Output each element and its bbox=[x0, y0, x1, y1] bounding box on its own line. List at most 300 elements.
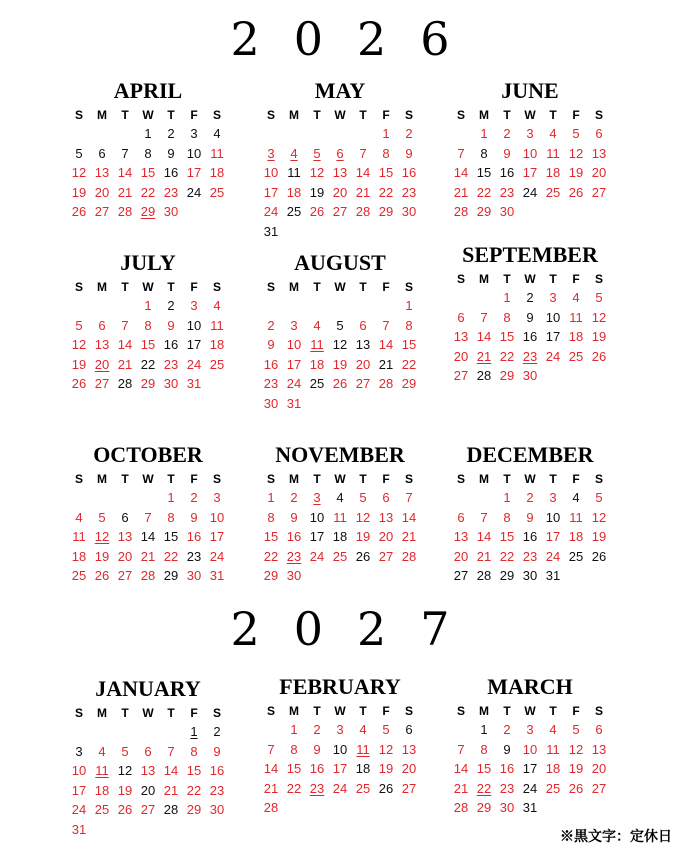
day-cell: 15 bbox=[286, 761, 302, 777]
day-cell: 10 bbox=[209, 509, 225, 525]
day-cell: 17 bbox=[186, 165, 202, 181]
weekday-label: F bbox=[382, 280, 390, 294]
day-cell: 21 bbox=[117, 356, 133, 372]
weekday-label: S bbox=[74, 108, 83, 122]
day-cell: 5 bbox=[595, 490, 603, 505]
weekday-label: F bbox=[190, 280, 198, 294]
day-cell: 14 bbox=[117, 165, 133, 181]
day-cell: 5 bbox=[382, 722, 390, 737]
day-cell: 31 bbox=[209, 568, 225, 584]
day-cell: 29 bbox=[140, 376, 156, 392]
weekday-label: T bbox=[359, 704, 367, 718]
day-cell: 5 bbox=[121, 743, 129, 759]
day-cell: 29 bbox=[401, 376, 417, 392]
empty-cell bbox=[68, 124, 91, 144]
day-cell: 10 bbox=[332, 741, 348, 757]
month-title: JUNE bbox=[501, 78, 559, 103]
day-cell: 17 bbox=[545, 329, 561, 345]
day-cell: 31 bbox=[522, 800, 538, 816]
day-cell: 5 bbox=[313, 145, 321, 161]
day-cell: 23 bbox=[522, 548, 538, 564]
weekday-label: T bbox=[359, 472, 367, 486]
day-cell: 26 bbox=[568, 780, 584, 796]
day-cell: 11 bbox=[95, 763, 109, 779]
day-cell: 27 bbox=[591, 184, 607, 200]
day-cell: 28 bbox=[476, 368, 492, 384]
weekday-header-row bbox=[450, 106, 610, 124]
weekday-label: S bbox=[74, 472, 83, 486]
day-cell: 13 bbox=[94, 165, 110, 181]
empty-cell bbox=[450, 288, 473, 308]
day-cell: 30 bbox=[401, 204, 417, 220]
day-cell: 10 bbox=[263, 165, 279, 181]
day-cell: 24 bbox=[71, 802, 87, 818]
day-grid bbox=[68, 722, 228, 840]
day-cell: 10 bbox=[309, 509, 325, 525]
day-cell: 20 bbox=[453, 348, 469, 364]
weekday-header-row bbox=[450, 702, 610, 720]
day-cell: 18 bbox=[332, 529, 348, 545]
day-cell: 15 bbox=[476, 165, 492, 181]
day-cell: 23 bbox=[286, 548, 302, 564]
day-cell: 13 bbox=[591, 145, 607, 161]
day-cell: 24 bbox=[263, 204, 279, 220]
day-cell: 9 bbox=[167, 145, 175, 161]
weekday-label: S bbox=[456, 108, 465, 122]
day-cell: 6 bbox=[405, 722, 413, 737]
day-cell: 5 bbox=[75, 145, 83, 161]
weekday-label: F bbox=[190, 706, 198, 720]
day-cell: 6 bbox=[359, 317, 367, 333]
weekday-label: T bbox=[313, 704, 321, 718]
day-cell: 27 bbox=[378, 548, 394, 564]
day-cell: 22 bbox=[140, 356, 156, 372]
day-cell: 20 bbox=[591, 165, 607, 181]
day-cell: 19 bbox=[117, 782, 133, 798]
weekday-label: T bbox=[503, 472, 511, 486]
day-cell: 28 bbox=[453, 800, 469, 816]
day-cell: 16 bbox=[522, 529, 538, 545]
day-cell: 19 bbox=[568, 761, 584, 777]
month-april bbox=[68, 78, 228, 222]
day-cell: 18 bbox=[94, 782, 110, 798]
day-cell: 18 bbox=[309, 356, 325, 372]
day-grid bbox=[260, 488, 420, 586]
weekday-label: M bbox=[289, 108, 299, 122]
empty-cell bbox=[91, 296, 114, 316]
day-cell: 30 bbox=[522, 568, 538, 584]
day-cell: 26 bbox=[568, 184, 584, 200]
day-cell: 15 bbox=[140, 337, 156, 353]
weekday-label: T bbox=[549, 704, 557, 718]
day-cell: 20 bbox=[355, 356, 371, 372]
weekday-label: M bbox=[289, 472, 299, 486]
month-august bbox=[260, 250, 420, 414]
day-cell: 21 bbox=[476, 348, 492, 364]
weekday-header-row bbox=[68, 278, 228, 296]
day-cell: 4 bbox=[313, 317, 321, 333]
weekday-label: W bbox=[142, 108, 154, 122]
weekday-label: T bbox=[503, 704, 511, 718]
day-cell: 4 bbox=[336, 490, 344, 505]
weekday-label: W bbox=[524, 272, 536, 286]
day-cell: 17 bbox=[186, 337, 202, 353]
day-cell: 23 bbox=[401, 184, 417, 200]
empty-cell bbox=[68, 488, 91, 508]
weekday-label: S bbox=[594, 272, 603, 286]
month-title: JULY bbox=[120, 250, 176, 275]
day-cell: 10 bbox=[545, 509, 561, 525]
day-cell: 3 bbox=[549, 490, 557, 505]
empty-cell bbox=[375, 296, 398, 316]
day-cell: 7 bbox=[405, 490, 413, 505]
day-cell: 19 bbox=[71, 184, 87, 200]
day-cell: 25 bbox=[355, 780, 371, 796]
weekday-label: T bbox=[121, 280, 129, 294]
day-cell: 4 bbox=[75, 509, 83, 525]
day-cell: 7 bbox=[121, 145, 129, 161]
empty-cell bbox=[91, 722, 114, 742]
day-cell: 22 bbox=[286, 780, 302, 796]
day-cell: 2 bbox=[405, 126, 413, 141]
day-cell: 11 bbox=[569, 309, 583, 325]
day-cell: 4 bbox=[213, 298, 221, 313]
day-cell: 8 bbox=[405, 317, 413, 333]
empty-cell bbox=[137, 488, 160, 508]
day-cell: 8 bbox=[267, 509, 275, 525]
day-cell: 1 bbox=[480, 722, 488, 737]
day-cell: 7 bbox=[480, 509, 488, 525]
weekday-header-row bbox=[260, 702, 420, 720]
day-cell: 9 bbox=[213, 743, 221, 759]
day-cell: 28 bbox=[117, 376, 133, 392]
month-december bbox=[450, 442, 610, 586]
empty-cell bbox=[473, 288, 496, 308]
day-cell: 27 bbox=[94, 376, 110, 392]
day-cell: 19 bbox=[355, 529, 371, 545]
month-october bbox=[68, 442, 228, 586]
day-cell: 16 bbox=[499, 165, 515, 181]
weekday-label: S bbox=[266, 280, 275, 294]
day-cell: 13 bbox=[453, 529, 469, 545]
day-cell: 2 bbox=[190, 490, 198, 505]
day-cell: 14 bbox=[476, 529, 492, 545]
empty-cell bbox=[329, 296, 352, 316]
weekday-label: S bbox=[212, 280, 221, 294]
day-cell: 7 bbox=[457, 741, 465, 757]
day-cell: 3 bbox=[290, 317, 298, 333]
weekday-label: F bbox=[382, 108, 390, 122]
day-grid bbox=[260, 720, 420, 818]
month-november bbox=[260, 442, 420, 586]
day-cell: 9 bbox=[290, 509, 298, 525]
day-cell: 14 bbox=[117, 337, 133, 353]
day-cell: 12 bbox=[71, 337, 87, 353]
day-cell: 25 bbox=[545, 184, 561, 200]
day-cell: 6 bbox=[457, 509, 465, 525]
weekday-label: T bbox=[359, 280, 367, 294]
day-cell: 18 bbox=[568, 329, 584, 345]
day-cell: 5 bbox=[595, 290, 603, 305]
month-title: AUGUST bbox=[294, 250, 386, 275]
weekday-label: S bbox=[212, 108, 221, 122]
day-cell: 25 bbox=[71, 568, 87, 584]
day-cell: 17 bbox=[332, 761, 348, 777]
day-cell: 3 bbox=[526, 126, 534, 141]
weekday-label: M bbox=[289, 704, 299, 718]
weekday-header-row bbox=[260, 106, 420, 124]
day-cell: 15 bbox=[378, 165, 394, 181]
day-cell: 15 bbox=[401, 337, 417, 353]
weekday-label: S bbox=[456, 472, 465, 486]
day-cell: 28 bbox=[140, 568, 156, 584]
day-cell: 11 bbox=[210, 317, 224, 333]
day-cell: 21 bbox=[355, 184, 371, 200]
day-cell: 7 bbox=[359, 145, 367, 161]
day-cell: 14 bbox=[355, 165, 371, 181]
day-cell: 2 bbox=[503, 722, 511, 737]
day-cell: 15 bbox=[499, 529, 515, 545]
day-cell: 27 bbox=[140, 802, 156, 818]
day-cell: 14 bbox=[476, 329, 492, 345]
day-cell: 6 bbox=[382, 490, 390, 505]
day-cell: 18 bbox=[286, 184, 302, 200]
weekday-label: F bbox=[572, 108, 580, 122]
month-title: MAY bbox=[314, 78, 366, 103]
day-cell: 1 bbox=[190, 724, 198, 739]
day-cell: 1 bbox=[267, 490, 275, 505]
day-cell: 14 bbox=[453, 165, 469, 181]
day-cell: 27 bbox=[591, 780, 607, 796]
day-cell: 24 bbox=[522, 184, 538, 200]
day-cell: 16 bbox=[286, 529, 302, 545]
day-cell: 5 bbox=[336, 317, 344, 333]
day-cell: 9 bbox=[503, 145, 511, 161]
day-cell: 17 bbox=[522, 165, 538, 181]
day-cell: 19 bbox=[591, 529, 607, 545]
day-cell: 26 bbox=[94, 568, 110, 584]
day-cell: 13 bbox=[378, 509, 394, 525]
empty-cell bbox=[306, 296, 329, 316]
day-cell: 23 bbox=[499, 780, 515, 796]
day-cell: 8 bbox=[480, 145, 488, 161]
day-cell: 16 bbox=[186, 529, 202, 545]
day-cell: 26 bbox=[71, 204, 87, 220]
day-cell: 25 bbox=[286, 204, 302, 220]
day-cell: 11 bbox=[569, 509, 583, 525]
day-cell: 23 bbox=[186, 548, 202, 564]
day-cell: 8 bbox=[503, 509, 511, 525]
day-cell: 2 bbox=[267, 317, 275, 333]
day-cell: 17 bbox=[263, 184, 279, 200]
day-cell: 18 bbox=[71, 548, 87, 564]
empty-cell bbox=[160, 722, 183, 742]
day-cell: 29 bbox=[378, 204, 394, 220]
day-cell: 29 bbox=[263, 568, 279, 584]
month-february bbox=[260, 674, 420, 818]
day-cell: 15 bbox=[476, 761, 492, 777]
day-cell: 29 bbox=[476, 800, 492, 816]
day-cell: 23 bbox=[309, 780, 325, 796]
day-cell: 31 bbox=[71, 821, 87, 837]
day-cell: 30 bbox=[263, 395, 279, 411]
day-cell: 12 bbox=[568, 145, 584, 161]
day-cell: 6 bbox=[98, 145, 106, 161]
empty-cell bbox=[450, 488, 473, 508]
day-cell: 22 bbox=[140, 184, 156, 200]
weekday-label: T bbox=[121, 706, 129, 720]
day-cell: 4 bbox=[572, 490, 580, 505]
day-cell: 24 bbox=[545, 548, 561, 564]
day-cell: 16 bbox=[499, 761, 515, 777]
month-title: FEBRUARY bbox=[279, 674, 401, 699]
day-cell: 21 bbox=[263, 780, 279, 796]
day-cell: 21 bbox=[117, 184, 133, 200]
month-title: MARCH bbox=[487, 674, 573, 699]
day-cell: 13 bbox=[401, 741, 417, 757]
day-cell: 16 bbox=[309, 761, 325, 777]
day-cell: 11 bbox=[72, 529, 86, 545]
empty-cell bbox=[450, 124, 473, 144]
day-cell: 5 bbox=[572, 126, 580, 141]
day-cell: 10 bbox=[522, 145, 538, 161]
day-cell: 11 bbox=[210, 145, 224, 161]
day-cell: 18 bbox=[209, 165, 225, 181]
day-cell: 18 bbox=[545, 165, 561, 181]
weekday-label: M bbox=[97, 706, 107, 720]
day-cell: 20 bbox=[591, 761, 607, 777]
day-cell: 29 bbox=[163, 568, 179, 584]
day-cell: 6 bbox=[98, 317, 106, 333]
day-cell: 28 bbox=[263, 800, 279, 816]
day-cell: 4 bbox=[359, 722, 367, 737]
day-cell: 16 bbox=[209, 763, 225, 779]
day-cell: 24 bbox=[186, 356, 202, 372]
day-cell: 3 bbox=[213, 490, 221, 505]
day-cell: 3 bbox=[190, 298, 198, 313]
legend-note: ※黒文字：定休日 bbox=[560, 828, 672, 844]
weekday-label: F bbox=[572, 272, 580, 286]
day-cell: 12 bbox=[117, 763, 133, 779]
day-cell: 8 bbox=[190, 743, 198, 759]
day-cell: 29 bbox=[499, 368, 515, 384]
day-cell: 15 bbox=[499, 329, 515, 345]
day-cell: 26 bbox=[591, 348, 607, 364]
day-cell: 11 bbox=[310, 337, 324, 353]
weekday-label: T bbox=[503, 108, 511, 122]
day-grid bbox=[260, 124, 420, 242]
weekday-label: S bbox=[74, 280, 83, 294]
day-cell: 9 bbox=[167, 317, 175, 333]
month-title: JANUARY bbox=[95, 676, 201, 701]
weekday-label: S bbox=[212, 706, 221, 720]
day-cell: 1 bbox=[290, 722, 298, 737]
day-cell: 1 bbox=[503, 290, 511, 305]
day-cell: 15 bbox=[140, 165, 156, 181]
month-june bbox=[450, 78, 610, 222]
day-cell: 11 bbox=[333, 509, 347, 525]
weekday-label: W bbox=[334, 472, 346, 486]
day-cell: 19 bbox=[378, 761, 394, 777]
day-cell: 6 bbox=[457, 309, 465, 325]
empty-cell bbox=[114, 124, 137, 144]
day-cell: 4 bbox=[572, 290, 580, 305]
day-cell: 6 bbox=[144, 743, 152, 759]
day-cell: 28 bbox=[355, 204, 371, 220]
month-title: APRIL bbox=[113, 78, 183, 103]
day-cell: 16 bbox=[263, 356, 279, 372]
day-cell: 28 bbox=[401, 548, 417, 564]
weekday-label: W bbox=[334, 704, 346, 718]
empty-cell bbox=[91, 488, 114, 508]
day-cell: 18 bbox=[545, 761, 561, 777]
empty-cell bbox=[473, 488, 496, 508]
day-cell: 17 bbox=[209, 529, 225, 545]
empty-cell bbox=[283, 124, 306, 144]
weekday-label: T bbox=[313, 472, 321, 486]
empty-cell bbox=[260, 720, 283, 740]
day-cell: 3 bbox=[190, 126, 198, 141]
weekday-label: T bbox=[313, 108, 321, 122]
day-cell: 19 bbox=[568, 165, 584, 181]
day-cell: 10 bbox=[186, 317, 202, 333]
day-cell: 8 bbox=[167, 509, 175, 525]
day-cell: 21 bbox=[140, 548, 156, 564]
weekday-label: T bbox=[121, 472, 129, 486]
weekday-label: F bbox=[382, 472, 390, 486]
day-cell: 2 bbox=[313, 722, 321, 737]
day-cell: 9 bbox=[313, 741, 321, 757]
weekday-label: F bbox=[572, 704, 580, 718]
day-cell: 21 bbox=[453, 780, 469, 796]
day-cell: 22 bbox=[163, 548, 179, 564]
weekday-label: S bbox=[404, 280, 413, 294]
day-cell: 16 bbox=[163, 165, 179, 181]
day-grid bbox=[68, 296, 228, 394]
day-cell: 14 bbox=[378, 337, 394, 353]
day-cell: 4 bbox=[98, 743, 106, 759]
day-cell: 7 bbox=[457, 145, 465, 161]
month-march bbox=[450, 674, 610, 818]
day-cell: 26 bbox=[591, 548, 607, 564]
day-cell: 13 bbox=[332, 165, 348, 181]
day-cell: 21 bbox=[378, 356, 394, 372]
day-cell: 26 bbox=[378, 780, 394, 796]
weekday-label: M bbox=[97, 280, 107, 294]
day-cell: 20 bbox=[332, 184, 348, 200]
day-cell: 22 bbox=[476, 184, 492, 200]
weekday-label: S bbox=[404, 472, 413, 486]
day-cell: 9 bbox=[526, 309, 534, 325]
weekday-label: T bbox=[359, 108, 367, 122]
day-cell: 20 bbox=[140, 782, 156, 798]
day-cell: 21 bbox=[453, 184, 469, 200]
day-grid bbox=[450, 720, 610, 818]
day-cell: 30 bbox=[186, 568, 202, 584]
day-cell: 29 bbox=[140, 204, 156, 220]
day-cell: 20 bbox=[94, 356, 110, 372]
day-cell: 19 bbox=[71, 356, 87, 372]
month-title: DECEMBER bbox=[466, 442, 594, 467]
year-heading-2027: 2027 bbox=[230, 602, 484, 656]
weekday-label: T bbox=[549, 472, 557, 486]
day-cell: 2 bbox=[167, 298, 175, 313]
day-cell: 16 bbox=[163, 337, 179, 353]
day-cell: 28 bbox=[163, 802, 179, 818]
day-grid bbox=[260, 296, 420, 414]
day-cell: 1 bbox=[480, 126, 488, 141]
day-cell: 13 bbox=[140, 763, 156, 779]
